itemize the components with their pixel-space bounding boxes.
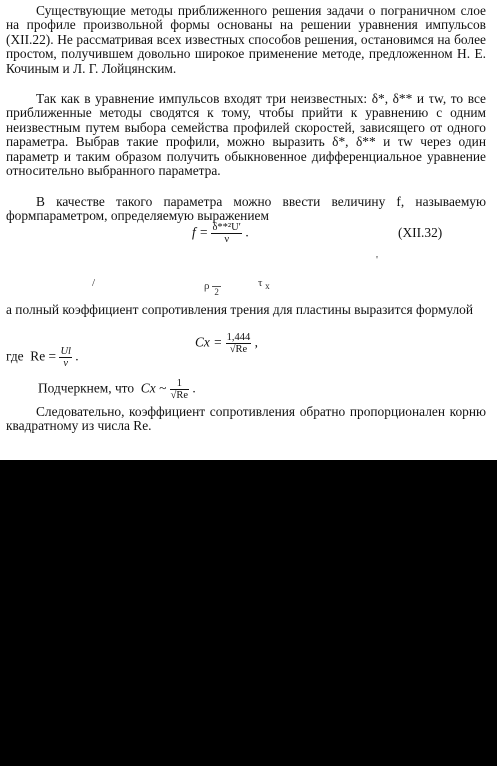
prop-prefix: Подчеркнем, что: [38, 380, 135, 396]
paragraph-methods: Существующие методы приближенного решения задачи о пограничном слое на профиле произвольной формы основаны на решении уравнения импульсов (XII.22). Не рассматривая всех известных способов решения, остановимся на более простом, получившем довольно широкое применение методе, предложенном Н. Е. Кочиным и Л. Г. Лойцянским.: [6, 3, 486, 76]
paragraph-formparameter: В качестве такого параметра можно ввести величину f, называемую формпараметром, определяемую выражением: [6, 194, 486, 224]
fragment-slash: /: [92, 277, 96, 289]
eq-cx-denominator: √Re: [229, 344, 248, 355]
eq-f-fraction: [211, 222, 241, 245]
fragment-rho: [204, 275, 221, 298]
fragment-tau: [258, 277, 270, 291]
eq-prop-numerator: 1: [170, 378, 189, 390]
eq-cx-numerator: 1,444: [226, 332, 251, 343]
fragment-tau-symbol: τ: [258, 277, 263, 289]
fragment-rho-symbol: ρ: [204, 280, 210, 293]
eq-re-tail: .: [75, 348, 79, 364]
page-edge-rule: [0, 460, 497, 463]
eq-prop-fraction: [170, 378, 189, 401]
eq-cx-fraction: [226, 332, 252, 355]
equation-formparameter: [192, 222, 249, 245]
eq-f-lhs: f =: [192, 224, 209, 240]
fragment-tick: ': [376, 254, 378, 266]
paragraph-friction: а полный коэффициент сопротивления трения для пластины выразится формулой: [6, 302, 474, 317]
eq-cx-tail: ,: [254, 334, 258, 350]
eq-re-denominator: ν: [63, 358, 69, 369]
eq-prop-lhs: Cx ~: [140, 380, 167, 396]
eq-re-fraction: [59, 346, 72, 369]
fragment-rho-den: 2: [214, 287, 219, 297]
fragment-tau-sub: x: [265, 281, 270, 292]
eq-prop-denominator: √Re: [170, 390, 189, 401]
eq-f-tail: .: [245, 224, 249, 240]
re-prefix: где: [6, 348, 24, 364]
eq-f-denominator: ν: [224, 234, 230, 245]
eq-prop-tail: .: [192, 380, 196, 396]
equation-re: [6, 346, 79, 369]
eq-f-numerator: δ**²U′: [212, 222, 241, 233]
eq-re-numerator: Ul: [60, 346, 71, 357]
eq-re-lhs: Re =: [30, 348, 57, 364]
equation-proportional: [38, 378, 196, 401]
equation-number: (XII.32): [398, 225, 443, 240]
paragraph-unknowns: Так как в уравнение импульсов входят три неизвестных: δ*, δ** и τw, то все приближенные методы сводятся к тому, чтобы прийти к уравнению с одним неизвестным путем выбора семейства профилей скоростей, зависящего от одного параметра. Выбрав такие профили, можно выразить δ*, δ** и τw через один параметр и таким образом получить обыкновенное дифференциальное уравнение относительно выбранного параметра.: [6, 91, 486, 179]
equation-cx: [195, 332, 258, 355]
eq-cx-lhs: Cx =: [195, 334, 223, 350]
fragment-fraction: [212, 275, 221, 298]
paragraph-conclusion: Следовательно, коэффициент сопротивления обратно пропорционален корню квадратному из числа Re.: [6, 404, 486, 434]
